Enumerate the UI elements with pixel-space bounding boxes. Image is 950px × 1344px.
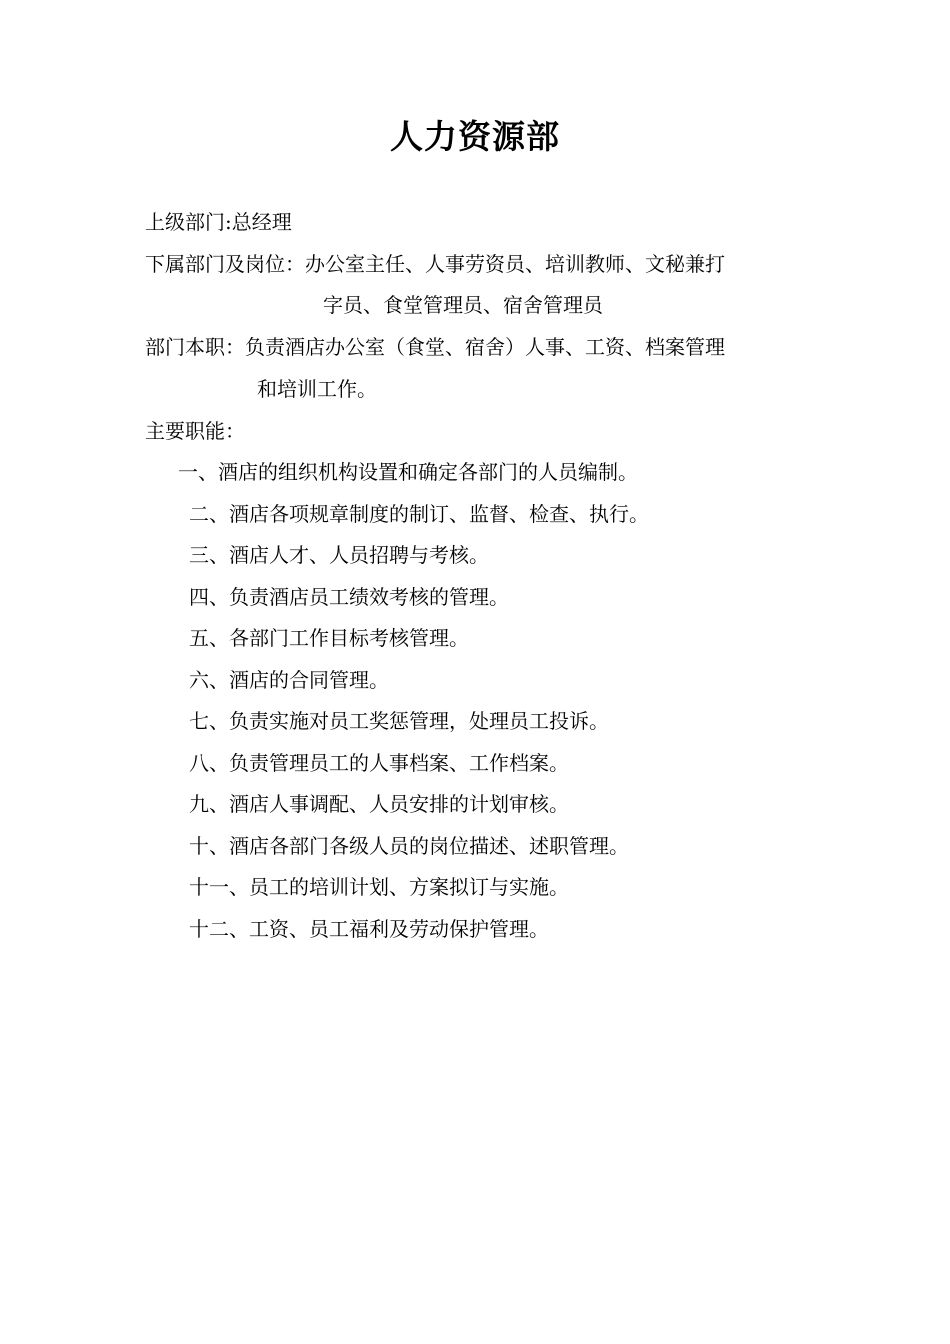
subordinate-departments-line xyxy=(145,249,725,279)
function-item: 一、酒店的组织机构设置和确定各部门的人员编制。 xyxy=(178,460,638,484)
document-title: 人力资源部 xyxy=(390,117,560,156)
function-item: 二、酒店各项规章制度的制订、监督、检查、执行。 xyxy=(189,502,649,526)
subordinate-departments-value-line1: 办公室主任、人事劳资员、培训教师、文秘兼打 xyxy=(305,252,725,276)
function-item: 六、酒店的合同管理。 xyxy=(189,668,389,692)
function-item: 九、酒店人事调配、人员安排的计划审核。 xyxy=(189,792,569,816)
subordinate-departments-value-line2: 字员、食堂管理员、宿舍管理员 xyxy=(323,293,603,317)
superior-department-line xyxy=(145,207,292,237)
function-item: 七、负责实施对员工奖惩管理，处理员工投诉。 xyxy=(189,709,609,733)
function-item: 十二、工资、员工福利及劳动保护管理。 xyxy=(189,917,549,941)
department-duty-label: 部门本职： xyxy=(145,335,245,359)
function-item: 十、酒店各部门各级人员的岗位描述、述职管理。 xyxy=(189,834,629,858)
superior-department-value: 总经理 xyxy=(231,210,292,234)
department-duty-line xyxy=(145,332,725,362)
department-duty-value-line1: 负责酒店办公室（食堂、宿舍）人事、工资、档案管理 xyxy=(245,335,725,359)
function-item: 四、负责酒店员工绩效考核的管理。 xyxy=(189,585,509,609)
function-item: 十一、员工的培训计划、方案拟订与实施。 xyxy=(189,875,569,899)
function-item: 五、各部门工作目标考核管理。 xyxy=(189,626,469,650)
superior-department-label: 上级部门: xyxy=(145,210,232,234)
department-duty-value-line2: 和培训工作。 xyxy=(257,377,377,401)
function-item: 八、负责管理员工的人事档案、工作档案。 xyxy=(189,751,569,775)
subordinate-departments-label: 下属部门及岗位： xyxy=(145,252,305,276)
function-item: 三、酒店人才、人员招聘与考核。 xyxy=(189,543,489,567)
main-functions-label: 主要职能： xyxy=(145,419,245,443)
